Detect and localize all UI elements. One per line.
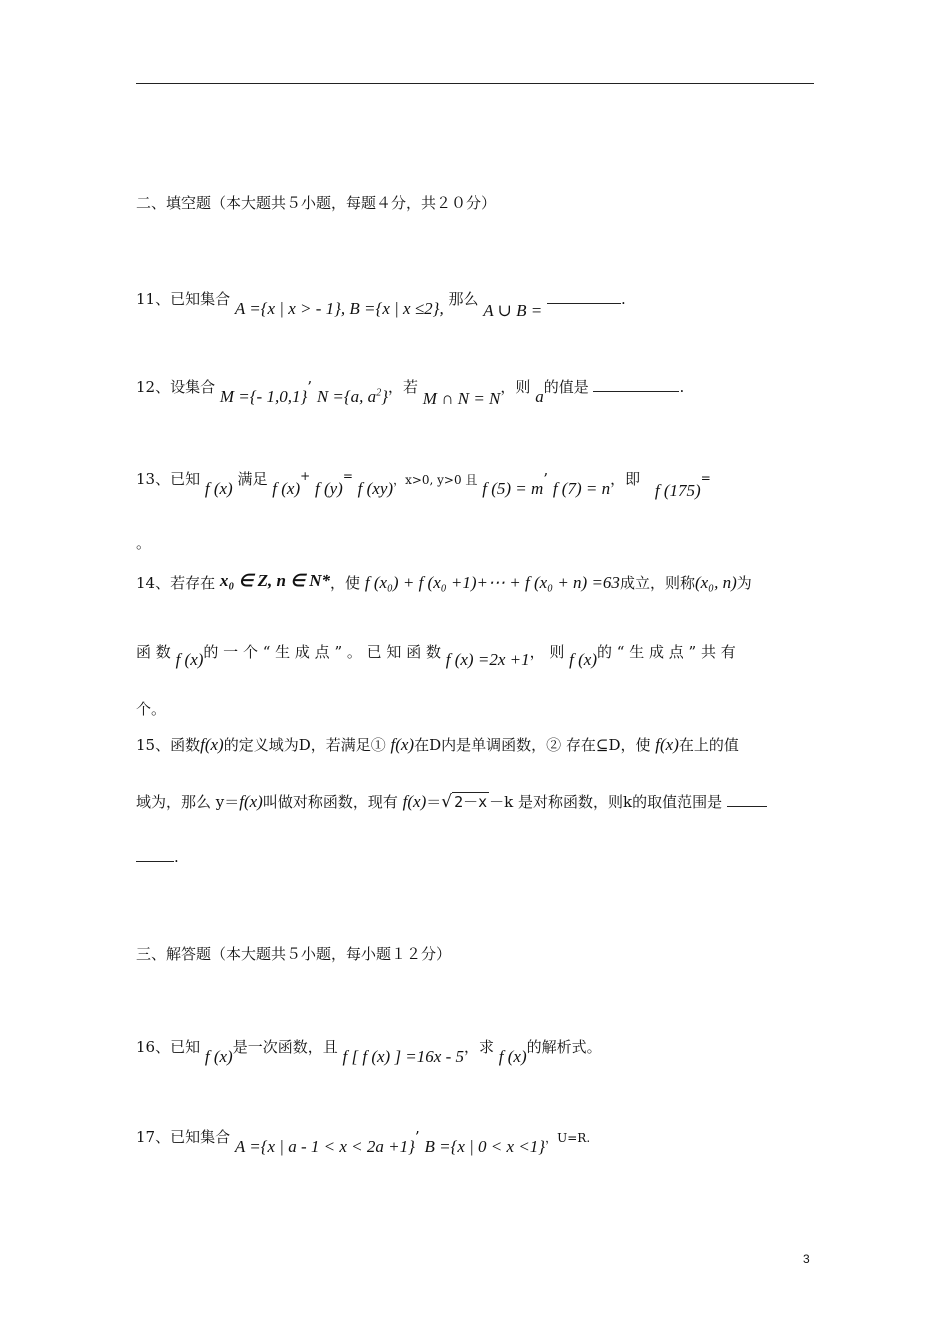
q13-f2: f (x) [272,479,301,498]
q17-set-a: A ={x | a - 1 < x < 2a +1} [234,1137,415,1156]
q13-f3: f (y) [314,479,343,498]
q12-variable: a [535,387,544,406]
q15-f4: f(x) [239,792,263,811]
q13-end-mark: 。 [136,534,152,552]
q14-f2: f (x) =2x +1 [445,650,530,669]
q12-set-n: N ={a, $a^2$} [316,387,388,406]
q11-mid: 那么 [448,290,479,308]
q14-f1: f (x) [175,650,204,669]
section-2-heading: 二、填空题（本大题共５小题，每题４分，共２０分） [136,194,497,212]
section-3-heading: 三、解答题（本大题共５小题，每小题１２分） [136,945,452,963]
question-14: 14、若存在 x₀ ∈ Z, n ∈ N*，使 f (x₀) + f (x₀ +1)+⋯ + f (x₀ + n) =63成立，则称(x₀, n)为 [136,571,752,592]
q15-f3: f(x) [655,735,679,754]
q11-answer-blank [547,303,621,304]
q15-answer-blank-2 [136,861,174,862]
question-15-line-2: 域为，那么 y＝f(x)叫做对称函数，现有 f(x)＝√ 2－x －k 是对称函数，则k的取值范围是 [136,793,767,811]
page-number: 3 [803,1252,810,1266]
q15-f5: f(x) [402,792,427,811]
q14-pair: (x₀, n) [694,573,737,592]
question-14-line-2: 函 数 f (x)的 一 个 “ 生 成 点 ” 。 已 知 函 数 f (x) =2x +1， 则 f (x)的 “ 生 成 点 ” 共 有 [136,643,736,669]
q16-f2: f (x) [498,1047,527,1066]
header-rule [136,83,814,84]
q13-number: 13、已知 [136,470,201,488]
q13-f1: f (x) [204,479,233,498]
q13-f4: f (xy) [357,479,394,498]
q12-answer-blank [593,391,679,392]
sqrt-icon: √ [441,792,453,812]
question-13: 13、已知 f (x) 满足 f (x)+ f (y)= f (xy)，x>0, y>0 且 f (5) = m’ f (7) = n，即 f (175)= [136,469,711,500]
question-16: 16、已知 f (x)是一次函数，且 f [ f (x) ] =16x - 5，求 f (x)的解析式。 [136,1038,602,1066]
q11-number: 11、已知集合 [136,290,231,308]
q16-f1: f (x) [204,1047,233,1066]
question-17: 17、已知集合 A ={x | a - 1 < x < 2a +1}’ B ={x | 0 < x <1}，U=R. [136,1128,591,1156]
q14-condition: x₀ ∈ Z, n ∈ N* [219,571,331,590]
q12-condition: M ∩ N = N [422,389,501,408]
q15-answer-blank [727,806,767,807]
q14-expression: f (x₀) + f (x₀ +1)+⋯ + f (x₀ + n) =63 [364,573,620,592]
q17-set-b: B ={x | 0 < x <1} [424,1137,546,1156]
q12-set-m: M ={- 1,0,1} [219,387,308,406]
q15-radicand: 2－x [454,793,488,811]
question-15: 15、函数f(x)的定义域为D，若满足① f(x)在D内是单调函数，② 存在⊆D，使 f(x)在上的值 [136,735,739,754]
q11-union: A ∪ B = [483,301,543,320]
q11-expression: A ={x | x > - 1}, B ={x | x ≤2}, [234,299,444,318]
q13-f7: f (175) [654,481,701,500]
q16-equation: f [ f (x) ] =16x - 5 [342,1047,464,1066]
question-14-line-3: 个。 [136,700,167,718]
question-11: 11、已知集合 A ={x | x > - 1}, B ={x | x ≤2}, 那么 A ∪ B = . [136,290,626,320]
q14-number: 14、若存在 [136,574,216,592]
q13-f6: f (7) = n [552,479,611,498]
q15-f1: f(x) [200,735,224,754]
q14-f3: f (x) [569,650,597,669]
question-12: 12、设集合 M ={- 1,0,1}’ N ={a, $a^2$}，若 M ∩ N = N，则 a的值是 . [136,378,685,408]
q12-number: 12、设集合 [136,378,216,396]
q13-f5: f (5) = m [482,479,544,498]
q15-f2: f(x) [390,735,415,754]
question-15-line-3: . [136,850,179,865]
